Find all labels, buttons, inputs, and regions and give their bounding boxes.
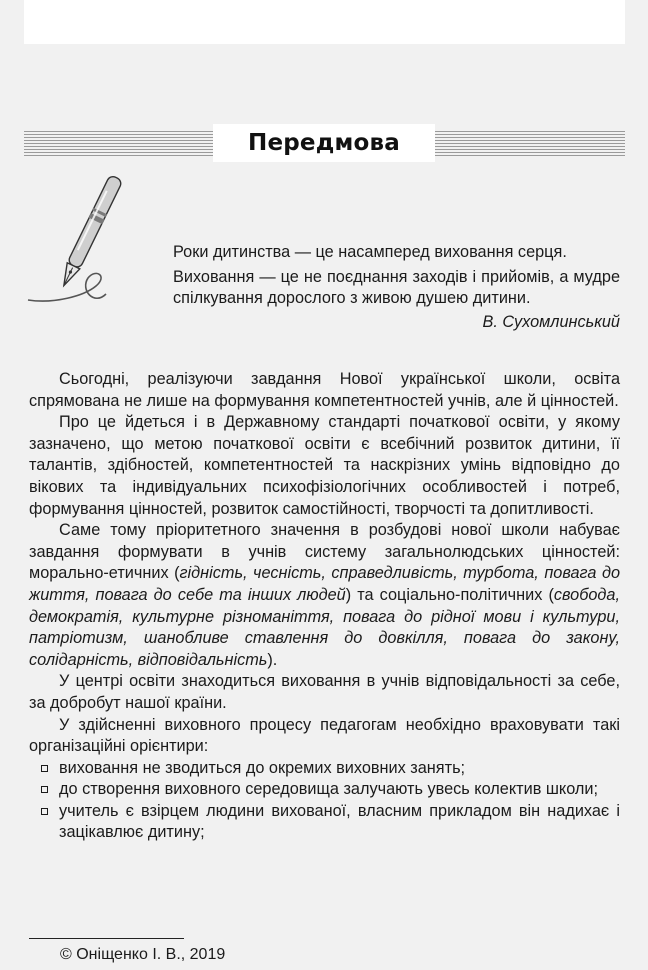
title-box: [213, 124, 435, 162]
list-item-text: виховання не зводиться до окремих виховних занять;: [59, 758, 466, 777]
paragraph-3-part-1: Саме тому пріоритетного значення в розбудові нової школи набуває завдання формувати в учнів систему загальнолюдських цінностей: морально-етичних (: [29, 521, 620, 583]
paragraph-3-italic-2: свобода, демократія, культурне різноманіття, повага до рідної мови і культури, патріотизм, шанобливе ставлення до довкілля, повага до закону, солідарність, відповідальність: [29, 585, 621, 669]
paragraph-3-part-3: ).: [267, 650, 278, 669]
paragraph-1: Сьогодні, реалізуючи завдання Нової української школи, освіта спрямована не лише на формування компетентностей учнів, але й цінностей.: [29, 370, 620, 410]
paragraph-3: [29, 520, 620, 671]
square-bullet-icon: [41, 808, 48, 815]
top-blank-strip: [24, 0, 625, 44]
epigraph-author: В. Сухомлинський: [482, 313, 620, 331]
list-item-text: учитель є взірцем людини вихованої, власним прикладом він надихає і зацікавлює дитину;: [59, 801, 620, 842]
page-title: Передмова: [248, 130, 400, 156]
square-bullet-icon: [41, 786, 48, 793]
paragraph-4: У центрі освіти знаходиться виховання в учнів відповідальності за себе, за добробут нашої країни.: [29, 672, 620, 712]
list-item: [29, 779, 620, 801]
main-text: [29, 369, 620, 844]
fountain-pen-icon: [24, 168, 144, 324]
copyright-note: © Оніщенко І. В., 2019: [60, 946, 226, 963]
paragraph-5: У здійсненні виховного процесу педагогам необхідно враховувати такі організаційні орієнтири:: [29, 715, 620, 756]
epigraph: [173, 242, 620, 333]
paragraph-3-italic-1: гідність, чесність, справедливість, турбота, повага до життя, повага до себе та інших людей: [29, 564, 621, 604]
orientation-list: [29, 758, 620, 844]
epigraph-line-1: Роки дитинства — це насамперед виховання серця.: [173, 243, 567, 261]
epigraph-line-2: Виховання — це не поєднання заходів і прийомів, а мудре спілкування дорослого з живою душею дитини.: [173, 268, 620, 307]
square-bullet-icon: [41, 765, 48, 772]
list-item: [29, 758, 620, 780]
footnote-divider: [29, 938, 184, 939]
paragraph-3-part-2: ) та соціально-політичних (: [345, 585, 554, 604]
list-item: [29, 801, 620, 844]
list-item-text: до створення виховного середовища залучають увесь колектив школи;: [59, 780, 599, 799]
paragraph-2: Про це йдеться і в Державному стандарті початкової освіти, у якому зазначено, що метою початкової освіти є всебічний розвиток дитини, її талантів, здібностей, компетентностей та наскрізних умінь відповідно до вікових та індивідуальних психофізіологічних особливостей і потреб, формування цінностей, розвиток самостійності, творчості та допитливості.: [29, 413, 620, 518]
